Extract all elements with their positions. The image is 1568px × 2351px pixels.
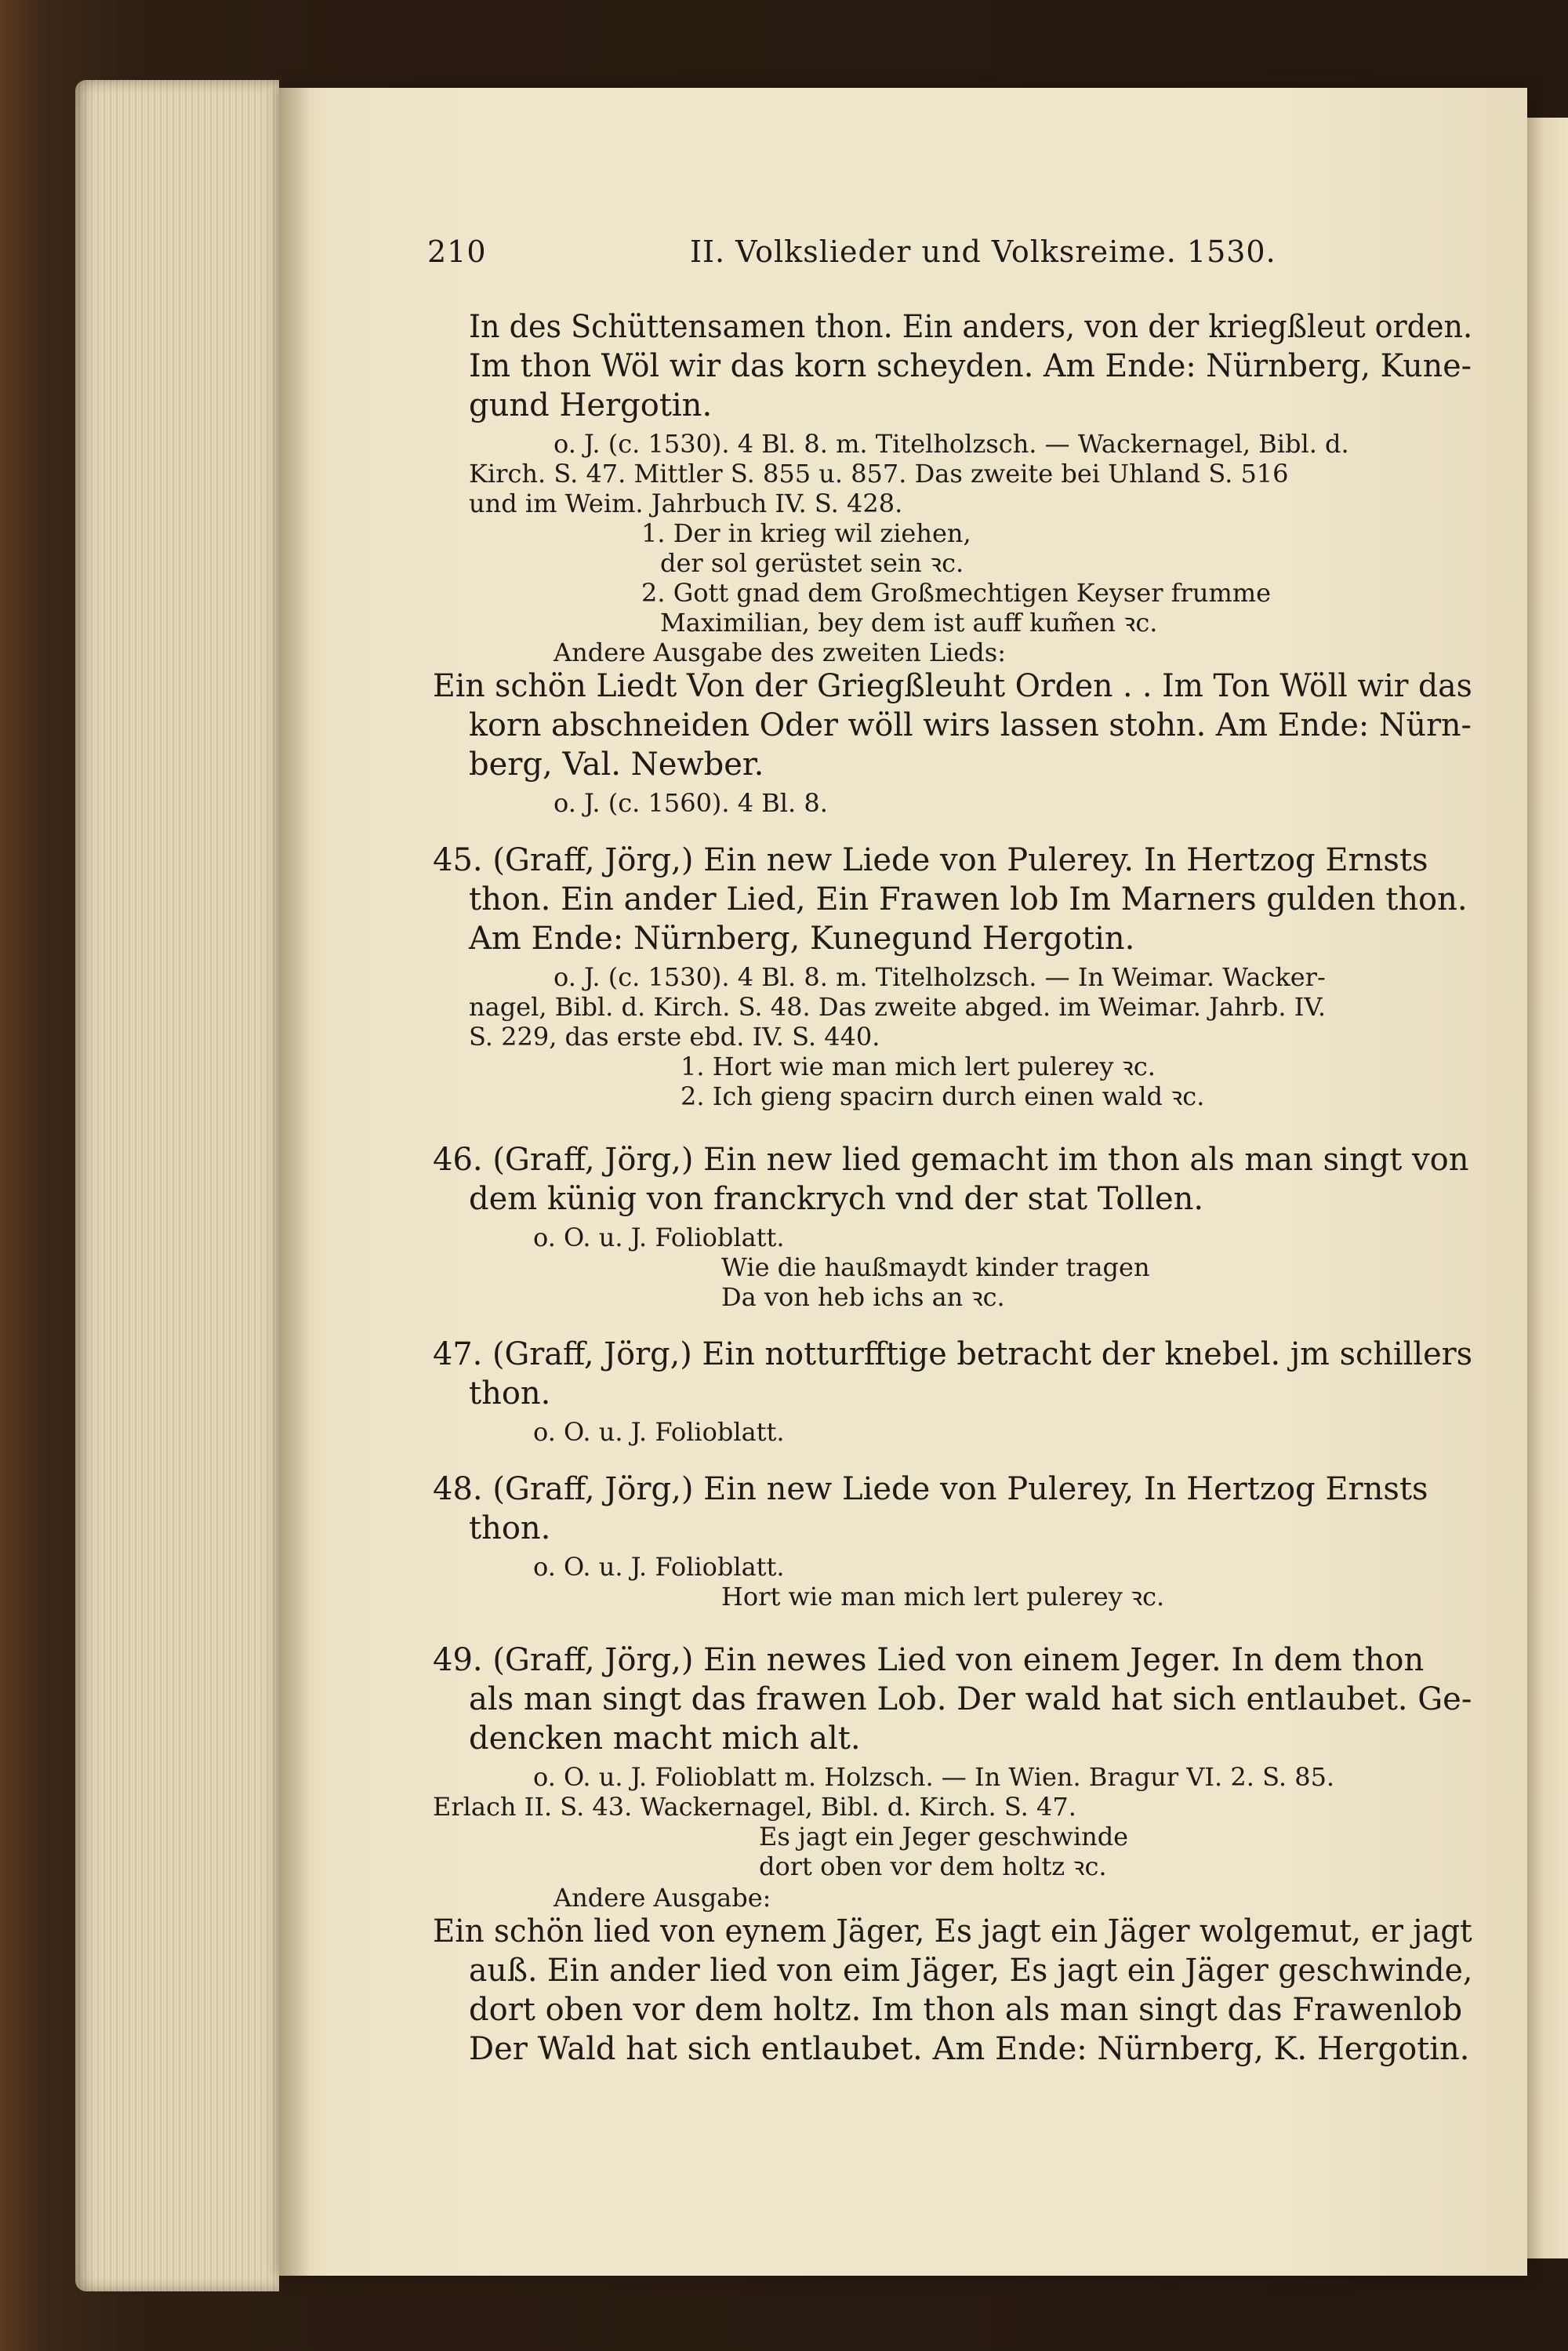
biblio-line: Kirch. S. 47. Mittler S. 855 u. 857. Das zweite bei Uhland S. 516 bbox=[469, 459, 1289, 489]
biblio-line: o. O. u. J. Folioblatt. bbox=[533, 1417, 785, 1447]
incipit-line: 2. Gott gnad dem Großmechtigen Keyser frumme bbox=[641, 578, 1272, 608]
text-line: Im thon Wöl wir das korn scheyden. Am Ende: Nürnberg, Kune- bbox=[469, 348, 1472, 384]
incipit-line: Hort wie man mich lert pulerey ꝛc. bbox=[721, 1582, 1165, 1612]
entry-45-line: thon. Ein ander Lied, Ein Frawen lob Im Marners gulden thon. bbox=[469, 881, 1468, 918]
other-edition-label: Andere Ausgabe des zweiten Lieds: bbox=[554, 638, 1006, 667]
incipit-line: Wie die haußmaydt kinder tragen bbox=[721, 1252, 1150, 1282]
entry-48-line: 48. (Graff, Jörg,) Ein new Liede von Pulerey, In Hertzog Ernsts bbox=[433, 1471, 1428, 1507]
incipit-line: 2. Ich gieng spacirn durch einen wald ꝛc. bbox=[681, 1081, 1205, 1111]
entry-49-line: als man singt das frawen Lob. Der wald hat sich entlaubet. Ge- bbox=[469, 1681, 1472, 1717]
biblio-line: o. O. u. J. Folioblatt m. Holzsch. — In Wien. Bragur VI. 2. S. 85. bbox=[533, 1762, 1335, 1792]
incipit-line: 1. Hort wie man mich lert pulerey ꝛc. bbox=[681, 1052, 1156, 1081]
incipit-line: 1. Der in krieg wil ziehen, bbox=[641, 518, 971, 548]
entry-49-line: 49. (Graff, Jörg,) Ein newes Lied von einem Jeger. In dem thon bbox=[433, 1642, 1425, 1678]
text-line: korn abschneiden Oder wöll wirs lassen stohn. Am Ende: Nürn- bbox=[469, 707, 1472, 743]
biblio-line: und im Weim. Jahrbuch IV. S. 428. bbox=[469, 489, 903, 518]
running-title: II. Volkslieder und Volksreime. 1530. bbox=[690, 234, 1276, 269]
text-line: Ein schön lied von eynem Jäger, Es jagt ein Jäger wolgemut, er jagt bbox=[433, 1913, 1472, 1949]
incipit-line: Da von heb ichs an ꝛc. bbox=[721, 1282, 1005, 1312]
other-edition-label: Andere Ausgabe: bbox=[554, 1883, 771, 1913]
entry-46-line: dem künig von franckrych vnd der stat Tollen. bbox=[469, 1181, 1204, 1217]
entry-48-line: thon. bbox=[469, 1510, 551, 1546]
biblio-line: o. J. (c. 1530). 4 Bl. 8. m. Titelholzsch. — In Weimar. Wacker- bbox=[554, 962, 1326, 992]
entry-45-line: 45. (Graff, Jörg,) Ein new Liede von Pulerey. In Hertzog Ernsts bbox=[433, 842, 1428, 878]
biblio-line: nagel, Bibl. d. Kirch. S. 48. Das zweite abged. im Weimar. Jahrb. IV. bbox=[469, 992, 1327, 1022]
text-line: In des Schüttensamen thon. Ein anders, von der kriegßleut orden. bbox=[469, 309, 1473, 345]
incipit-line: Es jagt ein Jeger geschwinde bbox=[759, 1822, 1129, 1851]
entry-47-line: 47. (Graff, Jörg,) Ein notturfftige betracht der knebel. jm schillers bbox=[433, 1336, 1473, 1372]
entry-47-line: thon. bbox=[469, 1375, 551, 1412]
biblio-line: o. J. (c. 1560). 4 Bl. 8. bbox=[554, 788, 828, 818]
text-line: gund Hergotin. bbox=[469, 387, 713, 423]
incipit-line: der sol gerüstet sein ꝛc. bbox=[660, 548, 964, 578]
biblio-line: o. O. u. J. Folioblatt. bbox=[533, 1223, 785, 1252]
text-line: auß. Ein ander lied von eim Jäger, Es jagt ein Jäger geschwinde, bbox=[469, 1953, 1473, 1989]
incipit-line: dort oben vor dem holtz ꝛc. bbox=[759, 1851, 1107, 1881]
text-line: berg, Val. Newber. bbox=[469, 747, 764, 783]
biblio-line: Erlach II. S. 43. Wackernagel, Bibl. d. Kirch. S. 47. bbox=[433, 1792, 1076, 1822]
text-line: Der Wald hat sich entlaubet. Am Ende: Nürnberg, K. Hergotin. bbox=[469, 2031, 1470, 2067]
incipit-line: Maximilian, bey dem ist auff kum̃en ꝛc. bbox=[660, 608, 1158, 638]
text-line: dort oben vor dem holtz. Im thon als man singt das Frawenlob bbox=[469, 1992, 1463, 2028]
entry-46-line: 46. (Graff, Jörg,) Ein new lied gemacht im thon als man singt von bbox=[433, 1142, 1469, 1178]
biblio-line: o. J. (c. 1530). 4 Bl. 8. m. Titelholzsch. — Wackernagel, Bibl. d. bbox=[554, 429, 1349, 459]
entry-49-line: dencken macht mich alt. bbox=[469, 1721, 861, 1757]
page-number: 210 bbox=[427, 234, 487, 269]
biblio-line: S. 229, das erste ebd. IV. S. 440. bbox=[469, 1022, 880, 1052]
entry-45-line: Am Ende: Nürnberg, Kunegund Hergotin. bbox=[469, 921, 1135, 957]
biblio-line: o. O. u. J. Folioblatt. bbox=[533, 1552, 785, 1582]
text-line: Ein schön Liedt Von der Griegßleuht Orden . . Im Ton Wöll wir das bbox=[433, 668, 1472, 704]
